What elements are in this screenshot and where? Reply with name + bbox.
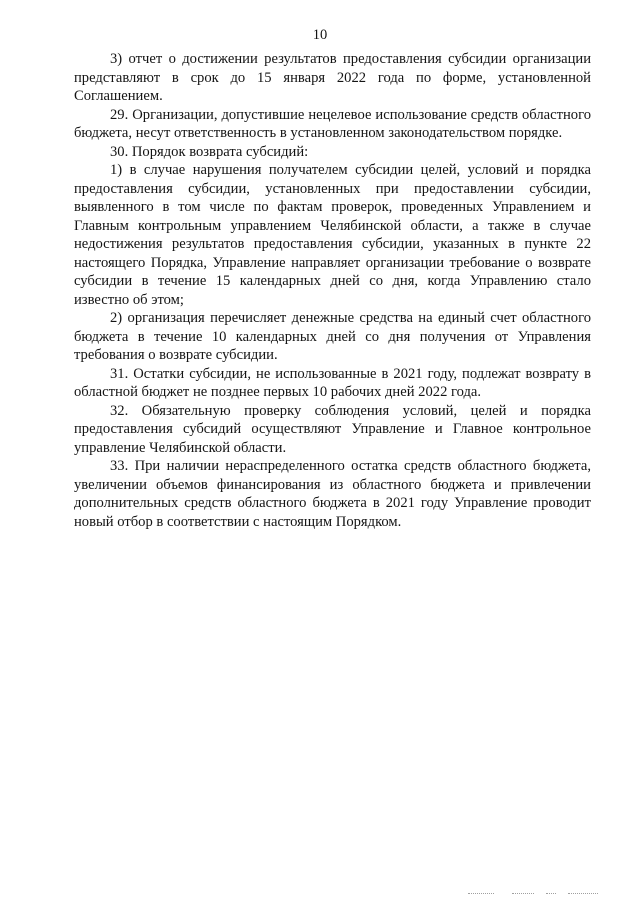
paragraph-30-item-2: 2) организация перечисляет денежные средства на единый счет областного бюджета в течение 10 календарных дней со дня получения от Управления требования о возврате субсидии. bbox=[74, 310, 591, 363]
document-body bbox=[74, 50, 591, 531]
paragraph-30-item-1: 1) в случае нарушения получателем субсидии целей, условий и порядка предоставления субсидии, установленных при предоставлении субсидии, выявленного в том числе по фактам проверок, проведенных Управлением и Главным контрольным управлением Челябинской области, а также в случае недостижения результатов предоставления субсидии, указанных в пункте 22 настоящего Порядка, Управление направляет организации требование о возврате субсидии в течение 15 календарных дней со дня, когда Управлению стало известно об этом; bbox=[74, 162, 591, 308]
paragraph-33-new-selection: 33. При наличии нераспределенного остатка средств областного бюджета, увеличении объемов финансирования из областного бюджета и привлечении дополнительных средств областного бюджета в 2021 году Управление проводит новый отбор в соответствии с настоящим Порядком. bbox=[74, 458, 591, 530]
paragraph-29-misuse-liability: 29. Организации, допустившие нецелевое использование средств областного бюджета, несут ответственность в установленном законодательством порядке. bbox=[74, 106, 591, 141]
paragraph-31-remaining-funds: 31. Остатки субсидии, не использованные в 2021 году, подлежат возврату в областной бюджет не позднее первых 10 рабочих дней 2022 года. bbox=[74, 365, 591, 400]
paragraph-item-3-report: 3) отчет о достижении результатов предоставления субсидии организации представляют в срок до 15 января 2022 года по форме, установленной Соглашением. bbox=[74, 51, 591, 104]
scan-artifact-marks bbox=[468, 890, 608, 898]
paragraph-32-mandatory-audit: 32. Обязательную проверку соблюдения условий, целей и порядка предоставления субсидий осуществляют Управление и Главное контрольное управление Челябинской области. bbox=[74, 402, 591, 456]
page-number: 10 bbox=[312, 27, 328, 43]
paragraph-30-refund-procedure: 30. Порядок возврата субсидий: bbox=[110, 143, 309, 160]
